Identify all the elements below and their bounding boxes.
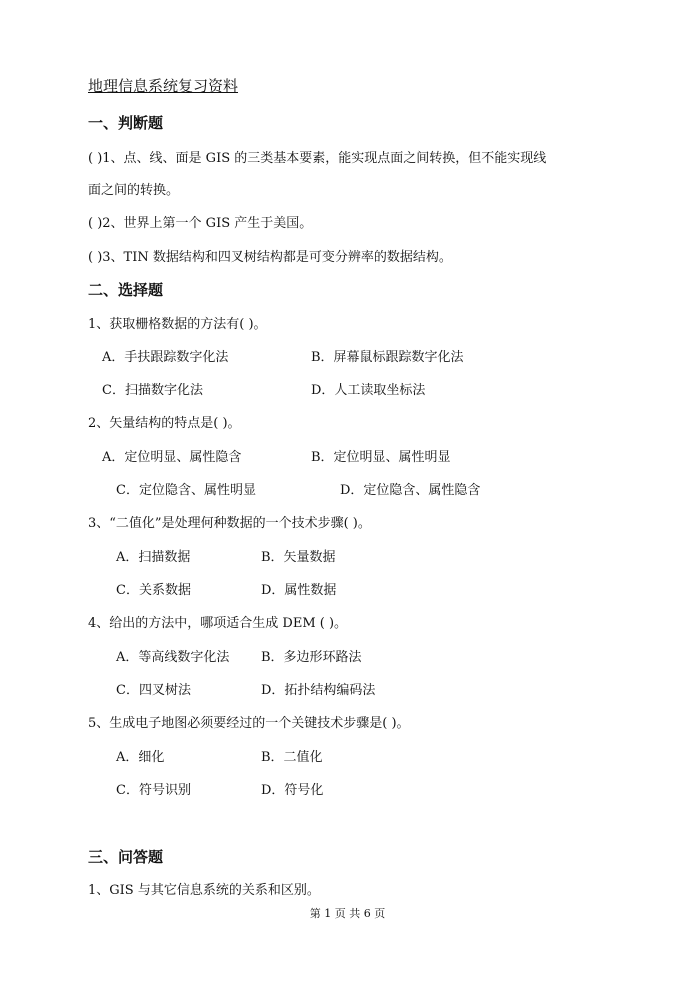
choice-question-4-option-d: D．拓扑结构编码法 [261,683,376,698]
choice-question-3-option-b: B．矢量数据 [261,550,336,565]
choice-question-1-option-b: B．屏幕鼠标跟踪数字化法 [311,350,464,365]
choice-question-1-option-c: C．扫描数字化法 [102,383,203,398]
judgment-question-1-line-2: 面之间的转换。 [88,183,180,198]
choice-question-4-option-a: A．等高线数字化法 [116,650,230,665]
choice-question-5-stem: 5、生成电子地图必须要经过的一个关键技术步骤是( )。 [88,716,410,731]
choice-question-5-option-b: B．二值化 [261,750,323,765]
choice-question-5-option-c: C．符号识别 [116,783,191,798]
choice-question-1-option-d: D．人工读取坐标法 [311,383,426,398]
choice-question-2-option-a: A．定位明显、属性隐含 [102,450,242,465]
choice-question-1-option-a: A．手扶跟踪数字化法 [102,350,229,365]
choice-question-2-option-d: D．定位隐含、属性隐含 [340,483,481,498]
page-footer: 第 1 页 共 6 页 [309,907,386,920]
choice-question-3-stem: 3、“二值化”是处理何种数据的一个技术步骤( )。 [88,516,371,531]
choice-question-5-option-a: A．细化 [116,750,165,765]
choice-question-5-option-d: D．符号化 [261,783,324,798]
choice-question-3-option-c: C．关系数据 [116,583,191,598]
choice-question-2-option-b: B．定位明显、属性明显 [311,450,451,465]
document-title: 地理信息系统复习资料 [88,77,239,95]
choice-question-4-option-c: C．四叉树法 [116,683,191,698]
choice-question-3-option-a: A．扫描数据 [116,550,191,565]
choice-question-3-option-d: D．属性数据 [261,583,337,598]
choice-question-4-option-b: B．多边形环路法 [261,650,362,665]
essay-question-1: 1、GIS 与其它信息系统的关系和区别。 [88,883,320,898]
judgment-question-1-line-1: ( )1、点、线、面是 GIS 的三类基本要素，能实现点面之间转换，但不能实现线 [88,151,547,166]
judgment-question-3: ( )3、TIN 数据结构和四叉树结构都是可变分辨率的数据结构。 [88,250,452,265]
section-heading-choice: 二、选择题 [88,281,164,299]
section-heading-judgment: 一、判断题 [88,114,164,132]
choice-question-2-stem: 2、矢量结构的特点是( )。 [88,416,241,431]
choice-question-2-option-c: C．定位隐含、属性明显 [116,483,256,498]
judgment-question-2: ( )2、世界上第一个 GIS 产生于美国。 [88,216,313,231]
choice-question-4-stem: 4、给出的方法中，哪项适合生成 DEM ( )。 [88,616,348,631]
section-heading-essay: 三、问答题 [88,848,164,866]
choice-question-1-stem: 1、获取栅格数据的方法有( )。 [88,317,267,332]
